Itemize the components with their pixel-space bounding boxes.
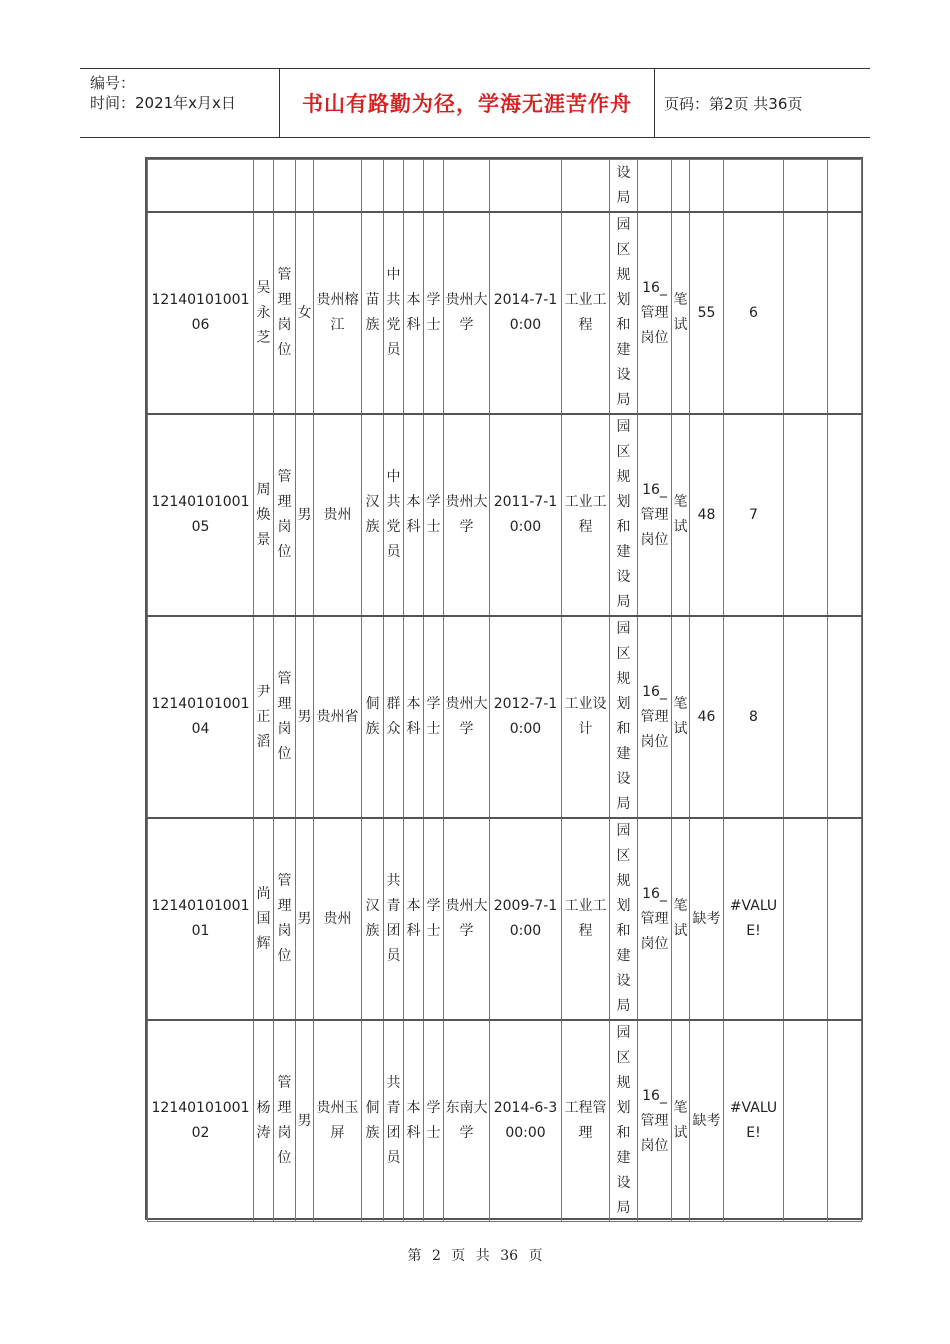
candidate-position: 16_管理岗位 — [638, 1020, 672, 1222]
header-motto: 书山有路勤为径，学海无涯苦作舟 — [302, 92, 632, 116]
table-row-continued — [148, 160, 862, 213]
candidate-ethnic: 汉族 — [362, 414, 384, 616]
candidate-education: 本科 — [404, 818, 424, 1020]
table-row — [148, 616, 862, 818]
candidate-name: 吴永芝 — [254, 212, 274, 414]
candidate-ethnic: 汉族 — [362, 818, 384, 1020]
candidate-major: 工业工程 — [562, 818, 610, 1020]
candidate-score: 缺考 — [690, 1020, 724, 1222]
candidate-post-type: 管理岗位 — [274, 414, 296, 616]
candidate-politics: 共青团员 — [384, 1020, 404, 1222]
candidate-exam-type: 笔试 — [672, 414, 690, 616]
candidate-school: 贵州大学 — [444, 414, 490, 616]
candidate-grad-date: 2012-7-10:00 — [490, 616, 562, 818]
candidate-post-type: 管理岗位 — [274, 616, 296, 818]
candidate-sex: 男 — [296, 414, 314, 616]
candidate-ethnic: 侗族 — [362, 1020, 384, 1222]
candidate-major: 工业工程 — [562, 414, 610, 616]
candidate-post-type: 管理岗位 — [274, 818, 296, 1020]
candidate-politics: 共青团员 — [384, 818, 404, 1020]
unit-tail-text: 设局 — [616, 165, 631, 206]
candidate-sex: 男 — [296, 1020, 314, 1222]
candidate-grad-date: 2011-7-10:00 — [490, 414, 562, 616]
candidate-degree: 学士 — [424, 414, 444, 616]
candidate-table — [147, 159, 862, 1222]
header-page-number: 页码：第2页 共36页 — [664, 94, 803, 113]
candidate-school: 贵州大学 — [444, 818, 490, 1020]
candidate-id: 1214010100105 — [148, 414, 254, 616]
candidate-school: 东南大学 — [444, 1020, 490, 1222]
table-row — [148, 1020, 862, 1222]
candidate-exam-type: 笔试 — [672, 1020, 690, 1222]
candidate-rank: 6 — [724, 212, 784, 414]
candidate-unit: 园区规划和建设局 — [610, 818, 638, 1020]
candidate-degree: 学士 — [424, 616, 444, 818]
candidate-origin: 贵州 — [314, 414, 362, 616]
candidate-score: 48 — [690, 414, 724, 616]
page-footer: 第 2 页 共 36 页 — [407, 1248, 543, 1264]
candidate-score: 46 — [690, 616, 724, 818]
candidate-education: 本科 — [404, 616, 424, 818]
candidate-name: 杨涛 — [254, 1020, 274, 1222]
candidate-origin: 贵州省 — [314, 616, 362, 818]
candidate-exam-type: 笔试 — [672, 616, 690, 818]
document-time-label: 时间：2021年x月x日 — [90, 94, 236, 112]
header-motto-cell — [280, 69, 655, 137]
candidate-post-type: 管理岗位 — [274, 1020, 296, 1222]
candidate-education: 本科 — [404, 414, 424, 616]
candidate-education: 本科 — [404, 212, 424, 414]
candidate-id: 1214010100106 — [148, 212, 254, 414]
candidate-position: 16_管理岗位 — [638, 818, 672, 1020]
candidate-name: 尹正滔 — [254, 616, 274, 818]
candidate-origin: 贵州玉屏 — [314, 1020, 362, 1222]
candidate-degree: 学士 — [424, 212, 444, 414]
candidate-unit: 园区规划和建设局 — [610, 616, 638, 818]
candidate-sex: 男 — [296, 616, 314, 818]
page-header — [80, 68, 870, 138]
document-code-label: 编号： — [90, 74, 136, 92]
candidate-exam-type: 笔试 — [672, 212, 690, 414]
candidate-position: 16_管理岗位 — [638, 212, 672, 414]
candidate-school: 贵州大学 — [444, 616, 490, 818]
candidate-grad-date: 2014-7-10:00 — [490, 212, 562, 414]
candidate-major: 工业设计 — [562, 616, 610, 818]
candidate-rank: 8 — [724, 616, 784, 818]
candidate-politics: 中共党员 — [384, 414, 404, 616]
candidate-unit: 园区规划和建设局 — [610, 414, 638, 616]
candidate-ethnic: 侗族 — [362, 616, 384, 818]
candidate-ethnic: 苗族 — [362, 212, 384, 414]
candidate-origin: 贵州 — [314, 818, 362, 1020]
candidate-name: 周焕景 — [254, 414, 274, 616]
candidate-unit: 园区规划和建设局 — [610, 1020, 638, 1222]
candidate-exam-type: 笔试 — [672, 818, 690, 1020]
candidate-origin: 贵州榕江 — [314, 212, 362, 414]
candidate-rank: #VALUE! — [724, 1020, 784, 1222]
candidate-politics: 群众 — [384, 616, 404, 818]
table-row — [148, 212, 862, 414]
candidate-score: 55 — [690, 212, 724, 414]
candidate-grad-date: 2014-6-300:00 — [490, 1020, 562, 1222]
table-row — [148, 414, 862, 616]
candidate-rank: 7 — [724, 414, 784, 616]
table-row — [148, 818, 862, 1020]
candidate-id: 1214010100104 — [148, 616, 254, 818]
candidate-major: 工业工程 — [562, 212, 610, 414]
candidate-score: 缺考 — [690, 818, 724, 1020]
candidate-id: 1214010100101 — [148, 818, 254, 1020]
header-left-cell — [80, 69, 280, 137]
candidate-education: 本科 — [404, 1020, 424, 1222]
candidate-rank: #VALUE! — [724, 818, 784, 1020]
candidate-unit: 园区规划和建设局 — [610, 212, 638, 414]
candidate-politics: 中共党员 — [384, 212, 404, 414]
candidate-school: 贵州大学 — [444, 212, 490, 414]
candidate-sex: 女 — [296, 212, 314, 414]
candidate-name: 尚国辉 — [254, 818, 274, 1020]
candidate-position: 16_管理岗位 — [638, 616, 672, 818]
candidate-degree: 学士 — [424, 1020, 444, 1222]
unit-cell-continued — [610, 160, 638, 213]
candidate-major: 工程管理 — [562, 1020, 610, 1222]
candidate-grad-date: 2009-7-10:00 — [490, 818, 562, 1020]
candidate-table-frame — [145, 157, 863, 1220]
candidate-id: 1214010100102 — [148, 1020, 254, 1222]
header-page-cell — [654, 69, 870, 137]
candidate-sex: 男 — [296, 818, 314, 1020]
candidate-position: 16_管理岗位 — [638, 414, 672, 616]
candidate-degree: 学士 — [424, 818, 444, 1020]
candidate-post-type: 管理岗位 — [274, 212, 296, 414]
